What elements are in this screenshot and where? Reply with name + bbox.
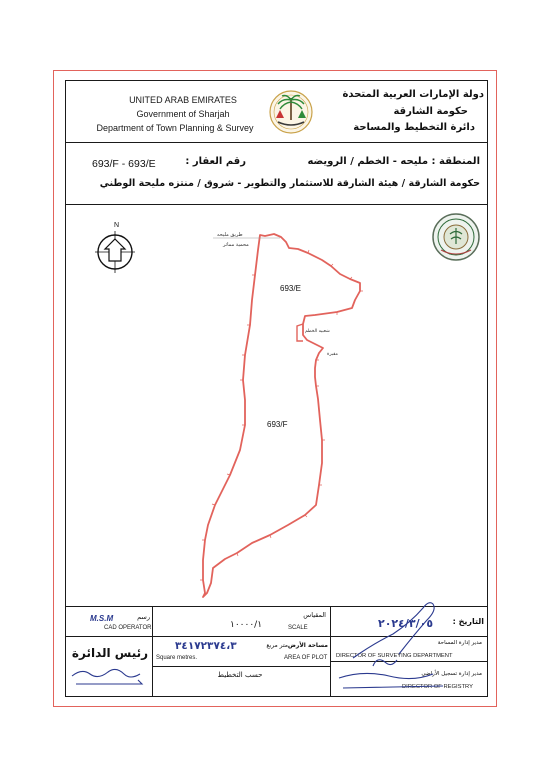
area-basis: حسب التخطيط xyxy=(217,671,263,679)
divider xyxy=(65,142,488,143)
survey-signatures xyxy=(333,596,488,696)
date-value: ٢٠٢٤/٣/٠٥ xyxy=(378,617,434,630)
scale-en: SCALE xyxy=(288,625,308,631)
plot-f-label: 693/F xyxy=(267,420,288,429)
divider xyxy=(330,606,331,697)
drawn-by-ar: رسم xyxy=(137,613,150,621)
survey-manager-ar: مدير إدارة المساحة xyxy=(437,640,482,646)
plot-e-label: 693/E xyxy=(280,284,301,293)
survey-manager-en: DIRECTOR OF SURVEYING DEPARTMENT xyxy=(336,653,453,659)
plot-number: 693/F - 693/E xyxy=(92,158,156,170)
area-unit-en: Square metres. xyxy=(156,655,198,661)
scale-ar: المقياس xyxy=(303,611,326,619)
notch-label: شعبيه الخطم xyxy=(305,329,330,334)
divider xyxy=(152,606,153,697)
registry-manager-ar: مدير إدارة تسجيل الأراضي xyxy=(421,671,482,677)
north-arrow-icon xyxy=(95,222,135,273)
header-ar-line3: دائرة التخطيط والمساحة xyxy=(353,122,475,133)
stamp-seal-icon xyxy=(431,212,481,262)
plot-map xyxy=(65,205,488,605)
side-label: مقبرة xyxy=(327,352,338,357)
header-en-line3: Department of Town Planning & Survey xyxy=(96,123,254,133)
director-title: رئيس الدائرة xyxy=(71,646,149,660)
header-ar-line2: حكومة الشارقة xyxy=(393,106,468,117)
scale-value: ١٠٠٠٠/١ xyxy=(230,620,263,630)
registry-manager-en: DIRECTOR OF REGISTRY xyxy=(402,684,473,690)
date-label: التاريخ : xyxy=(452,617,484,626)
area-ar: مساحة الأرض xyxy=(287,642,328,649)
header-ar-line1: دولة الإمارات العربية المتحدة xyxy=(342,89,484,100)
drawn-by-value: M.S.M xyxy=(90,614,114,623)
header-en-line1: UNITED ARAB EMIRATES xyxy=(129,95,237,105)
plot-number-label: رقم العقار : xyxy=(185,156,246,167)
north-label: N xyxy=(114,222,120,229)
area-unit-ar: متر مربع xyxy=(266,642,288,649)
reserve-label: محمية مماثر xyxy=(223,242,249,248)
drawn-by-en: CAD OPERATOR xyxy=(104,625,152,631)
divider xyxy=(152,666,330,667)
header-en-line2: Government of Sharjah xyxy=(136,109,230,119)
road-label: طريق مليحه xyxy=(217,232,243,238)
area-name: المنطقة : مليحه - الخطم / الرويضه xyxy=(307,156,480,167)
plot-area-value: ٣٤١٧٢٣٧٤،٣ xyxy=(175,640,237,652)
owner-line: حكومة الشارقة / هيئة الشارقة للاستثمار والتطوير - شروق / منتزه مليحة الوطني xyxy=(99,178,480,189)
area-en: AREA OF PLOT xyxy=(284,655,328,661)
director-signature xyxy=(68,664,148,690)
